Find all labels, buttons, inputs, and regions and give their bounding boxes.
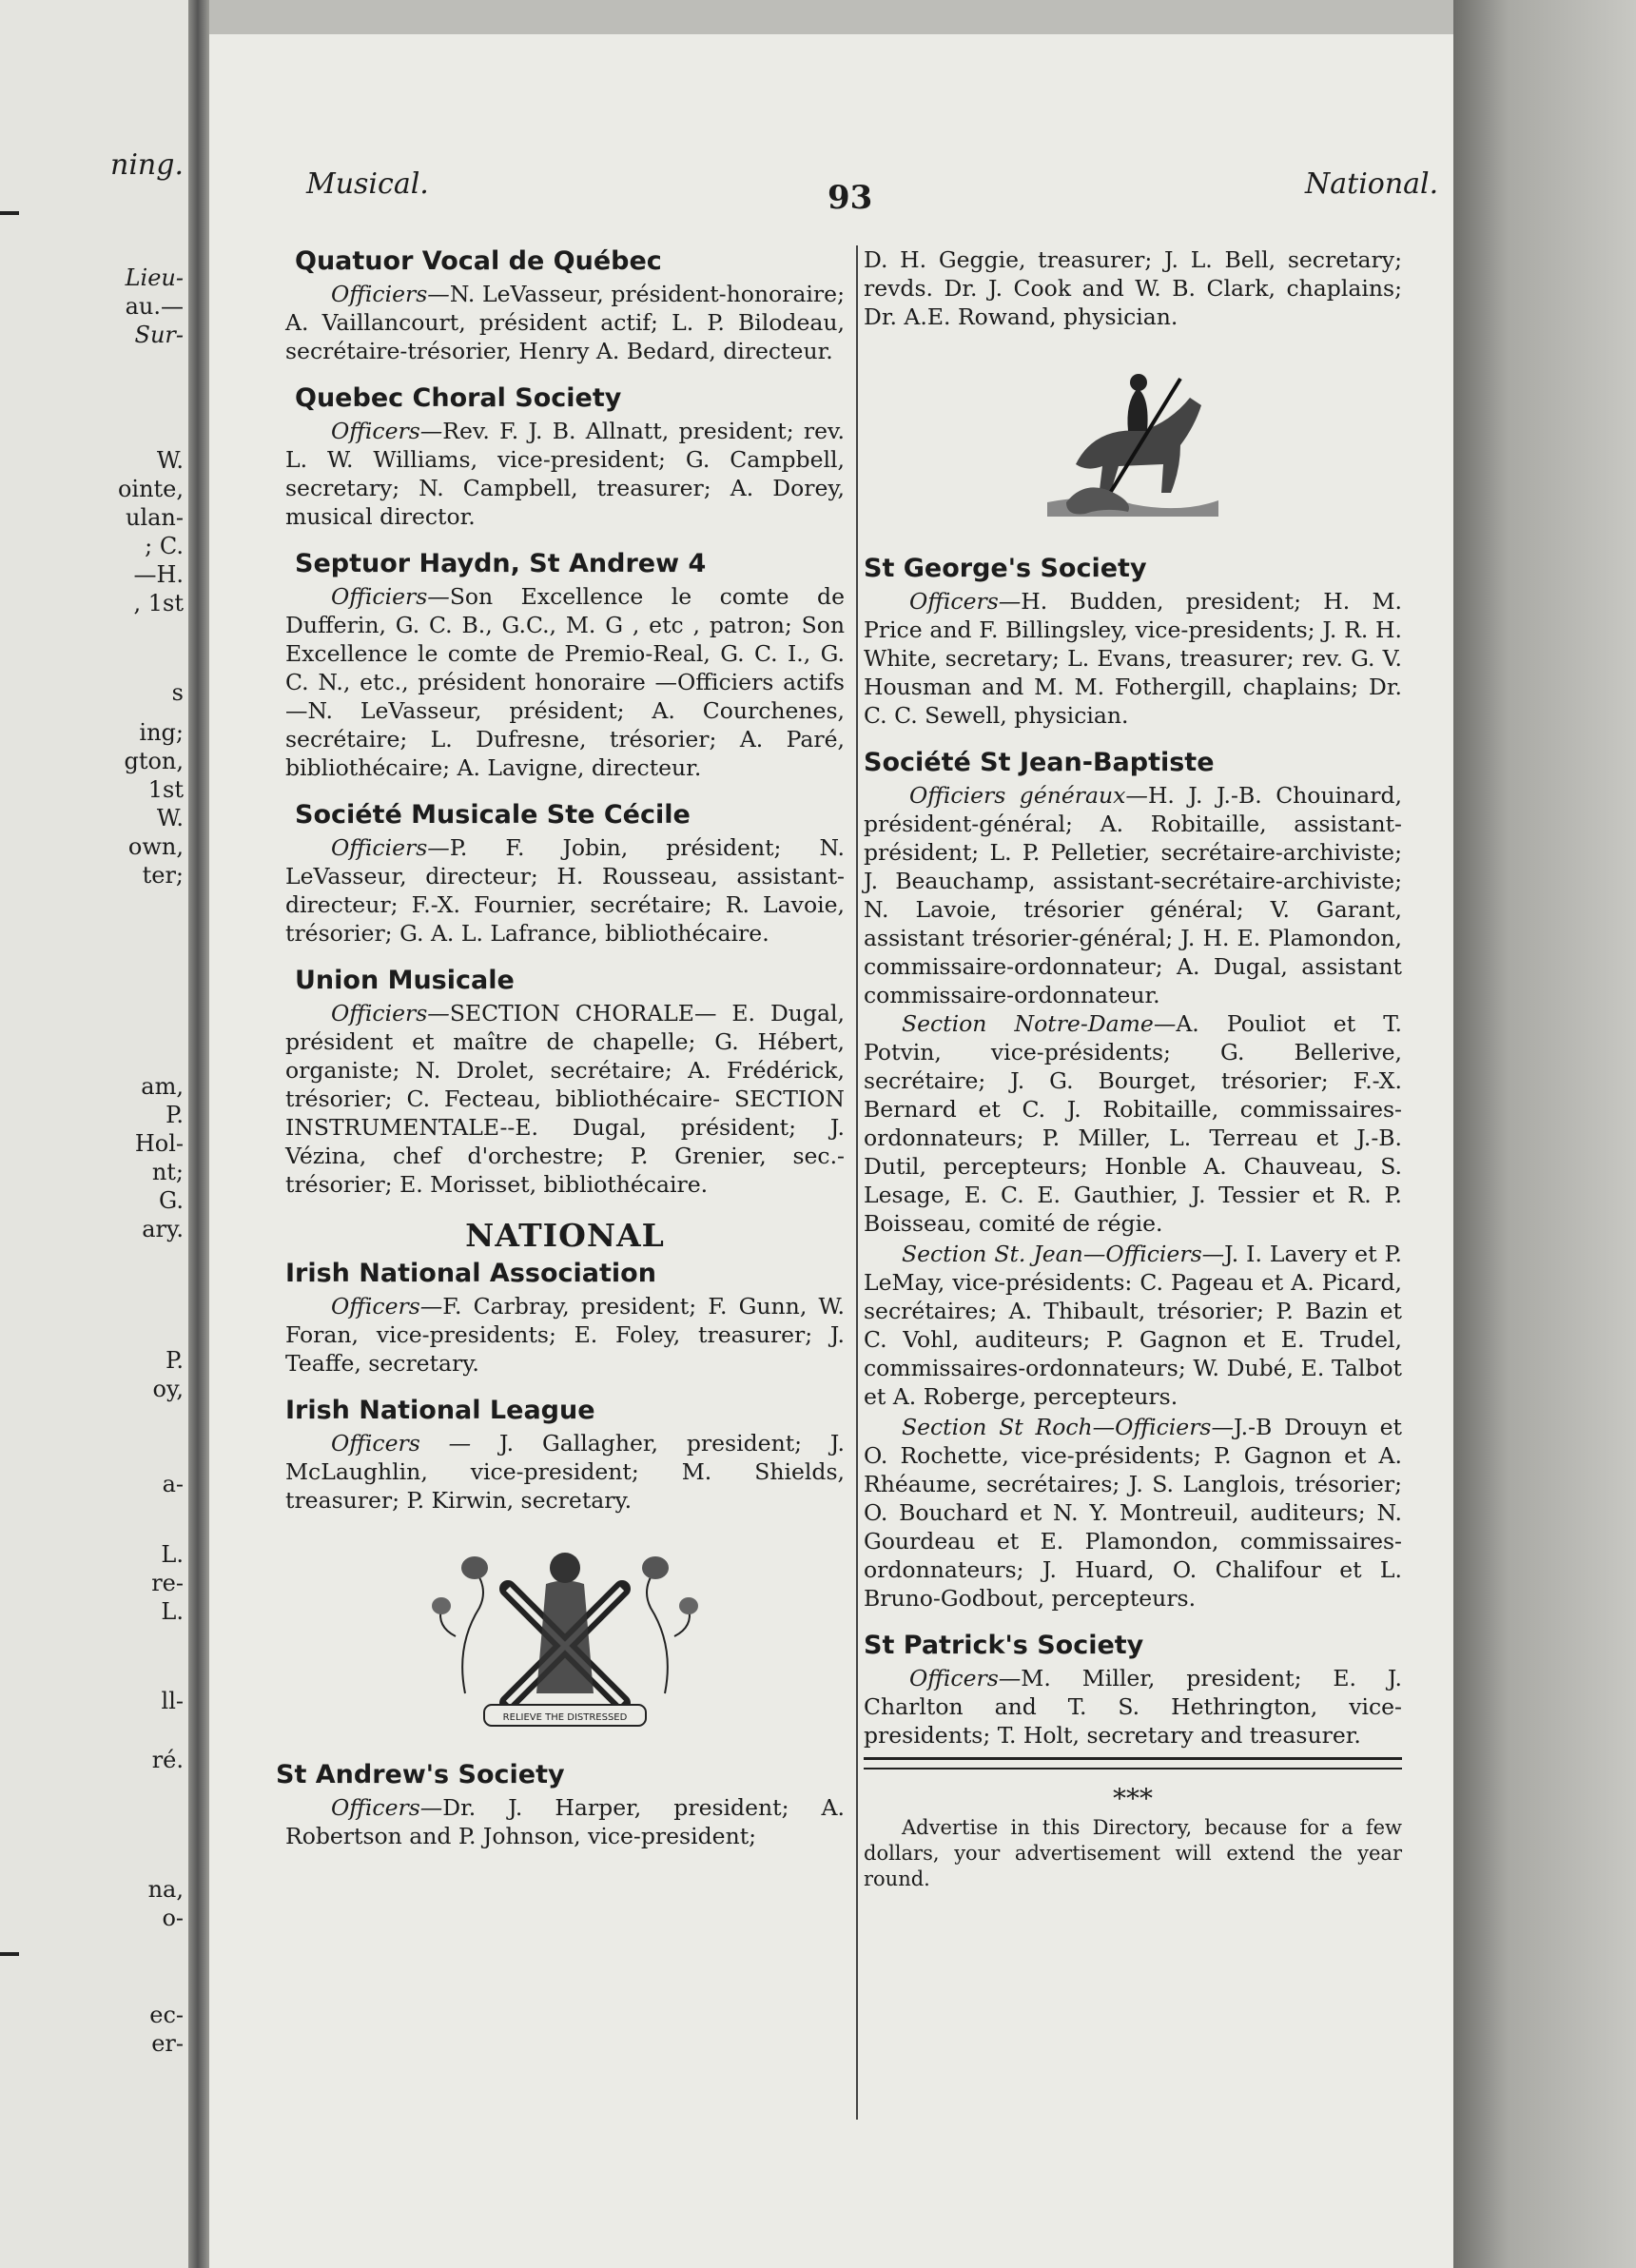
left-page-fragment: gton,	[124, 748, 184, 774]
running-header-left: Musical.	[306, 167, 429, 201]
left-page-fragment: a-	[162, 1471, 184, 1497]
entry-title: Irish National Association	[285, 1259, 656, 1288]
section-heading: NATIONAL	[465, 1217, 665, 1254]
sub-section-label: Section Notre-Dame—	[902, 1010, 1177, 1037]
entry-text: P. F. Jobin, président; N. LeVasseur, directeur; H. Rousseau, assistant-directeur; F.-X. Fournier, secrétaire; R. Lavoie, trésorier; G. A. L. Lafrance, bibliothécaire.	[285, 834, 845, 947]
sub-section-label: Section St Roch—Officiers—	[902, 1414, 1234, 1440]
left-page-fragment: —H.	[133, 561, 184, 588]
entry-title: Société St Jean-Baptiste	[864, 748, 1215, 777]
entry-body	[864, 587, 1402, 730]
left-page-fragment: s	[171, 679, 184, 706]
entry-title: Quatuor Vocal de Québec	[295, 246, 662, 276]
officers-label: Officiers—	[331, 583, 450, 610]
left-page-fragment: Lieu-	[125, 264, 184, 291]
officers-label: Officiers généraux—	[909, 782, 1148, 809]
sub-section	[864, 1413, 1402, 1613]
entry-text: M. Miller, president; E. J. Charlton and T. S. Hethrington, vice-presidents; T. Holt, secretary and treasurer.	[864, 1665, 1402, 1749]
officers-label: Officers—	[331, 418, 443, 444]
entry-title: Union Musicale	[295, 966, 515, 995]
sub-section-text: A. Pouliot et T. Potvin, vice-présidents; G. Bellerive, secrétaire; J. G. Bourget, trésorier; F.-X. Bernard et C. J. Robitaille, commissaires-ordonnateurs; P. Miller, L. Terreau et J.-B. Dutil, percepteurs; Honble A. Chauveau, S. Lesage, E. C. E. Gauthier, J. Tessier et R. P. Boisseau, comité de régie.	[864, 1010, 1402, 1237]
left-page-fragment: W.	[156, 447, 184, 474]
left-page-rule	[0, 1952, 19, 1956]
entry-text: N. LeVasseur, président-honoraire; A. Vaillancourt, président actif; L. P. Bilodeau, secrétaire-trésorier, Henry A. Bedard, directeur.	[285, 281, 845, 364]
column-divider	[856, 245, 858, 2120]
running-header-right: National.	[1305, 167, 1439, 201]
page-number: 93	[828, 179, 873, 217]
left-page-fragment: am,	[141, 1073, 184, 1100]
left-page-fragment: ter;	[142, 862, 184, 889]
right-page-edge	[1453, 0, 1636, 2268]
book-gutter	[188, 0, 209, 2268]
left-page-fragment: L.	[161, 1598, 184, 1625]
left-page-fragment: ulan-	[125, 504, 184, 531]
left-page-fragment: o-	[162, 1905, 184, 1931]
left-page-fragment: ec-	[149, 2002, 184, 2028]
left-column	[276, 245, 845, 1867]
left-page-fragment: oy,	[152, 1376, 184, 1402]
entry-body	[285, 417, 845, 531]
entry-text: F. Carbray, president; F. Gunn, W. Foran, vice-presidents; E. Foley, treasurer; J. Teaffe, secretary.	[285, 1293, 845, 1377]
left-page-header-fragment: ning.	[110, 148, 184, 182]
officers-label: Officiers—	[331, 281, 450, 307]
directory-entry	[285, 1258, 845, 1378]
entry-title: Irish National League	[285, 1396, 595, 1425]
left-page-fragment: ary.	[142, 1216, 184, 1242]
sub-section	[864, 1009, 1402, 1238]
left-page-rule	[0, 211, 19, 215]
st-andrew-illustration	[285, 1532, 845, 1738]
officers-label: Officers —	[331, 1430, 472, 1457]
left-page-fragment: G.	[159, 1187, 184, 1214]
entry-body	[285, 1793, 845, 1850]
continuation-text: D. H. Geggie, treasurer; J. L. Bell, secretary; revds. Dr. J. Cook and W. B. Clark, chaplains; Dr. A.E. Rowand, physician.	[864, 246, 1402, 330]
officers-label: Officers—	[909, 588, 1022, 615]
directory-entry	[285, 548, 845, 782]
entry-text: Rev. F. J. B. Allnatt, president; rev. L. W. Williams, vice-president; G. Campbell, secretary; N. Campbell, treasurer; A. Dorey, musical director.	[285, 418, 845, 530]
st-andrew-cross-icon	[427, 1532, 703, 1731]
entry-title: St George's Society	[864, 554, 1147, 583]
left-page-fragment: re-	[151, 1570, 184, 1596]
left-page-fragment: L.	[161, 1541, 184, 1568]
entry-text: J. Gallagher, president; J. McLaughlin, vice-president; M. Shields, treasurer; P. Kirwin, secretary.	[285, 1430, 845, 1514]
entry-body	[285, 280, 845, 365]
directory-entry	[864, 1630, 1402, 1750]
entry-body	[285, 582, 845, 782]
officers-label: Officers—	[331, 1794, 443, 1821]
entry-title: Quebec Choral Society	[295, 383, 622, 413]
directory-entry	[285, 1395, 845, 1515]
entry-body	[864, 1664, 1402, 1750]
sub-section	[864, 1240, 1402, 1411]
directory-entry	[285, 965, 845, 1199]
left-page-fragment: ing;	[139, 719, 184, 746]
directory-entry	[864, 553, 1402, 730]
entry-text: H. J. J.-B. Chouinard, président-général; A. Robitaille, assistant-président; L. P. Pelletier, secrétaire-archiviste; J. Beauchamp, assistant-secrétaire-archiviste; N. Lavoie, trésorier général; V. Garant, assistant trésorier-général; J. H. E. Plamondon, commissaire-ordonnateur; A. Dugal, assistant commissaire-ordonnateur.	[864, 782, 1403, 1008]
directory-entry	[276, 1759, 845, 1850]
left-page-sliver	[0, 0, 195, 2268]
asterism: ***	[1113, 1783, 1153, 1814]
officers-label: Officers—	[331, 1293, 443, 1320]
left-page-fragment: ointe,	[117, 476, 184, 502]
entry-body	[285, 833, 845, 948]
officers-label: Officiers—	[331, 834, 450, 861]
double-rule-divider	[864, 1757, 1402, 1769]
entry-text: H. Budden, president; H. M. Price and F. Billingsley, vice-presidents; J. R. H. White, secretary; L. Evans, treasurer; rev. G. V. Housman and M. M. Fothergill, chaplains; Dr. C. C. Sewell, physician.	[864, 588, 1402, 729]
entry-body	[285, 1292, 845, 1378]
entry-title: Société Musicale Ste Cécile	[295, 800, 691, 830]
illustration-motto: RELIEVE THE DISTRESSED	[502, 1712, 628, 1723]
directory-entry	[285, 382, 845, 531]
left-page-fragment: ré.	[151, 1747, 184, 1773]
directory-entry	[285, 245, 845, 365]
entry-text: Dr. J. Harper, president; A. Robertson and P. Johnson, vice-president;	[285, 1794, 845, 1849]
left-page-fragment: Sur-	[134, 322, 184, 348]
entry-title: Septuor Haydn, St Andrew 4	[295, 549, 707, 578]
sub-section-label: Section St. Jean—Officiers—	[902, 1241, 1225, 1267]
sub-section-text: J.-B Drouyn et O. Rochette, vice-présidents; P. Gagnon et A. Rhéaume, secrétaires; J. S. Langlois, trésorier; O. Bouchard et N. Y. Montreuil, auditeurs; N. Gourdeau et E. Plamondon, commissaires-ordonnateurs; J. Huard, O. Chalifour et L. Bruno-Godbout, percepteurs.	[864, 1414, 1402, 1612]
entry-text: Son Excellence le comte de Dufferin, G. C. B., G.C., M. G , etc , patron; Son Excellence le comte de Premio-Real, G. C. I., G. C. N., etc., président honoraire —Officiers actifs —N. LeVasseur, président; A. Courchenes, secrétaire; L. Dufresne, trésorier; A. Paré, bibliothécaire; A. Lavigne, directeur.	[285, 583, 845, 781]
entry-body	[285, 999, 845, 1199]
left-page-fragment: own,	[127, 833, 184, 860]
right-column	[864, 245, 1402, 1892]
left-page-fragment: P.	[166, 1347, 184, 1374]
entry-title: St Andrew's Society	[276, 1760, 565, 1789]
officers-label: Officers—	[909, 1665, 1022, 1691]
left-page-fragment: 1st	[147, 776, 184, 803]
left-page-fragment: au.—	[125, 293, 184, 320]
advertisement-notice: Advertise in this Directory, because for a few dollars, your advertisement will extend the year round.	[864, 1816, 1402, 1890]
left-page-fragment: W.	[156, 805, 184, 831]
officers-label: Officiers—	[331, 1000, 450, 1026]
directory-entry	[864, 747, 1402, 1613]
entry-text: SECTION CHORALE— E. Dugal, président et maître de chapelle; G. Hébert, organiste; N. Drolet, secrétaire; A. Frédérick, trésorier; C. Fecteau, bibliothécaire- SECTION INSTRUMENTALE--E. Dugal, président; J. Vézina, chef d'orchestre; P. Grenier, sec.-trésorier; E. Morisset, bibliothécaire.	[285, 1000, 845, 1198]
sub-section-text: J. I. Lavery et P. LeMay, vice-présidents: C. Pageau et A. Picard, secrétaires; A. Thibault, trésorier; P. Bazin et C. Vohl, auditeurs; P. Gagnon et E. Trudel, commissaires-ordonnateurs; W. Dubé, E. Talbot et A. Roberge, percepteurs.	[864, 1241, 1402, 1410]
entry-body	[864, 781, 1402, 1009]
left-page-fragment: nt;	[151, 1159, 184, 1185]
left-page-fragment: P.	[166, 1102, 184, 1128]
st-george-dragon-icon	[1038, 360, 1228, 521]
entry-title: St Patrick's Society	[864, 1631, 1144, 1660]
left-page-fragment: Hol-	[134, 1130, 184, 1157]
left-page-fragment: , 1st	[133, 590, 184, 616]
left-page-fragment: er-	[151, 2030, 184, 2057]
left-page-fragment: ; C.	[145, 533, 184, 559]
left-page-fragment: ll-	[161, 1688, 184, 1714]
entry-body	[285, 1429, 845, 1515]
left-page-fragment: na,	[147, 1876, 184, 1903]
st-george-illustration	[864, 360, 1402, 528]
directory-entry	[285, 799, 845, 948]
